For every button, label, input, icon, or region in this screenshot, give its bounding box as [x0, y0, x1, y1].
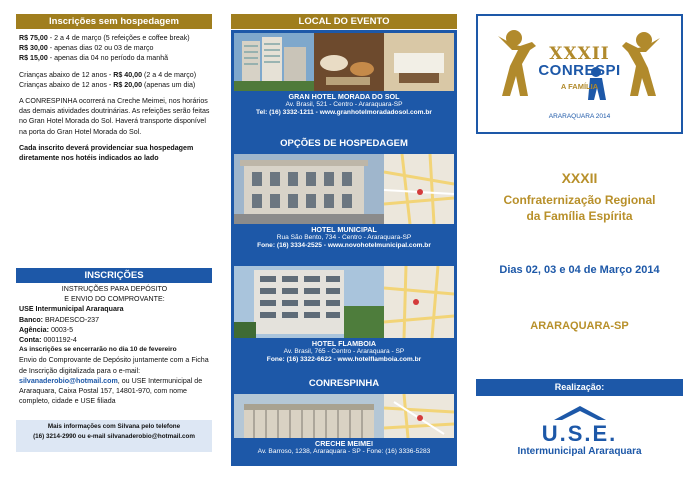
- contact-strip: [16, 420, 212, 452]
- creche-card: [231, 391, 457, 466]
- price-list: [19, 33, 210, 64]
- title-line2: da Família Espírita: [526, 209, 633, 223]
- hotel-flamboia-address: Av. Brasil, 765 - Centro - Araraquara - SP: [283, 348, 405, 356]
- event-venue-contact: Tel: (16) 3332-1211 - www.granhotelmoradadosol.com.br: [256, 109, 432, 117]
- use-logo: [476, 398, 683, 466]
- hotel-flamboia-caption: [234, 338, 454, 367]
- account-line: Conta: 0001192-4: [19, 336, 77, 345]
- event-location-header: LOCAL DO EVENTO: [231, 14, 457, 29]
- conrespinha-header: CONRESPINHA: [231, 376, 457, 391]
- conrespi-logo-box: [476, 14, 683, 134]
- hotel-municipal-card: [231, 151, 457, 263]
- child-price-list: [19, 70, 210, 90]
- organizer-label: Realização:: [476, 379, 683, 396]
- registration-no-lodging-header: Inscrições sem hospedagem: [16, 14, 212, 29]
- hotel-flamboia-image: [234, 266, 454, 338]
- event-venue-address: Av. Brasil, 521 - Centro - Araraquara-SP: [285, 101, 403, 109]
- bank-line: Banco: BRADESCO-237: [19, 315, 100, 324]
- creche-address: Av. Barroso, 1238, Araraquara - SP - Fone: (16) 3336-5283: [257, 448, 431, 456]
- creche-caption: [234, 438, 454, 458]
- child-price-full: Crianças abaixo de 12 anos - R$ 40,00 (2 a 4 de março): [19, 70, 197, 79]
- hotel-municipal-image: [234, 154, 454, 224]
- logo-word: CONRESPI: [538, 62, 621, 79]
- hotel-flamboia-card: [231, 263, 457, 376]
- title-roman-numeral: XXXII: [561, 170, 598, 186]
- hotel-flamboia-photo: [234, 266, 454, 338]
- logo-subtitle: A FAMÍLIA: [560, 82, 599, 91]
- conrespinha-paragraph: A CONRESPINHA ocorrerá na Creche Meimei, nos horários das demais atividades doutrinárias. As refeições serão feitas no Gran Hotel Morada do Sol. Haverá transporte disponível na porta do Gran Hotel Morada do Sol.: [19, 97, 210, 136]
- event-dates: Dias 02, 03 e 04 de Março 2014: [499, 264, 660, 276]
- hotel-municipal-name: HOTEL MUNICIPAL: [311, 225, 377, 234]
- inscricoes-header: INSCRIÇÕES: [16, 268, 212, 283]
- send-instructions: Envio do Comprovante de Depósito juntamente com a Ficha de Inscrição digitalizada para o e-mail: silvanaderobio@hotmail.com, ou USE Intermunicipal de Araraquara, Caixa Postal 157, 14801-970, com nome completo, cidade e USE filiada: [19, 356, 209, 406]
- event-venue-caption: [234, 91, 454, 120]
- deadline-text: As inscrições se encerrarão no dia 10 de fevereiro: [19, 346, 177, 354]
- use-name: U.S.E.: [541, 421, 618, 446]
- lodging-note: Cada inscrito deverá providenciar sua hospedagem diretamente nos hotéis indicados ao lado: [19, 143, 194, 163]
- hotel-venue-photo: [234, 33, 454, 91]
- title-line1: Confraternização Regional: [503, 193, 656, 207]
- contact-line2: (16) 3214-2990 ou e-mail silvanaderobio@hotmail.com: [33, 433, 195, 440]
- contact-line1: Mais informações com Silvana pelo telefone: [47, 423, 181, 430]
- hotel-flamboia-contact: Fone: (16) 3322-6622 - www.hotelflamboia.com.br: [266, 356, 422, 364]
- email-link[interactable]: silvanaderobio@hotmail.com: [19, 376, 118, 385]
- venue-photo-image: [234, 33, 454, 91]
- event-venue-card: [231, 30, 457, 136]
- event-venue-name: GRAN HOTEL MORADA DO SOL: [288, 92, 400, 101]
- registration-text: [16, 29, 212, 163]
- event-city: ARARAQUARA-SP: [530, 320, 629, 332]
- hotel-municipal-contact: Fone: (16) 3334-2525 - www.novohotelmunicipal.com.br: [257, 242, 431, 250]
- child-price-day: Crianças abaixo de 12 anos - R$ 20,00 (apenas um dia): [19, 80, 196, 89]
- deposit-instructions: [16, 284, 212, 406]
- price-item-morning: R$ 15,00 - apenas dia 04 no período da manhã: [19, 54, 169, 63]
- cover-panel: [476, 14, 683, 466]
- lodging-options-header: OPÇÕES DE HOSPEDAGEM: [231, 136, 457, 151]
- creche-name: CRECHE MEIMEI: [315, 439, 373, 448]
- instructions-line2: E ENVIO DO COMPROVANTE:: [64, 295, 165, 304]
- creche-photo: [234, 394, 454, 438]
- bank-account-name: USE Intermunicipal Araraquara: [19, 305, 124, 314]
- hotel-municipal-photo: [234, 154, 454, 224]
- hotel-municipal-caption: [234, 224, 454, 253]
- price-item-full: R$ 75,00 - 2 a 4 de março (5 refeições e coffee break): [19, 34, 190, 42]
- use-roof-icon: [550, 404, 610, 422]
- price-item-day: R$ 30,00 - apenas dias 02 ou 03 de março: [19, 44, 154, 53]
- instructions-line1: INSTRUÇÕES PARA DEPÓSITO: [61, 285, 168, 293]
- hotel-municipal-address: Rua São Bento, 734 - Centro - Araraquara-SP: [276, 234, 412, 242]
- creche-image: [234, 394, 454, 438]
- hotel-flamboia-name: HOTEL FLAMBOIA: [311, 339, 377, 348]
- logo-city-year: ARARAQUARA 2014: [548, 113, 611, 120]
- logo-roman-numeral: XXXII: [549, 44, 610, 64]
- agency-line: Agência: 0003-5: [19, 325, 74, 334]
- venue-panel: [231, 14, 457, 466]
- use-subtitle: Intermunicipal Araraquara: [517, 446, 642, 457]
